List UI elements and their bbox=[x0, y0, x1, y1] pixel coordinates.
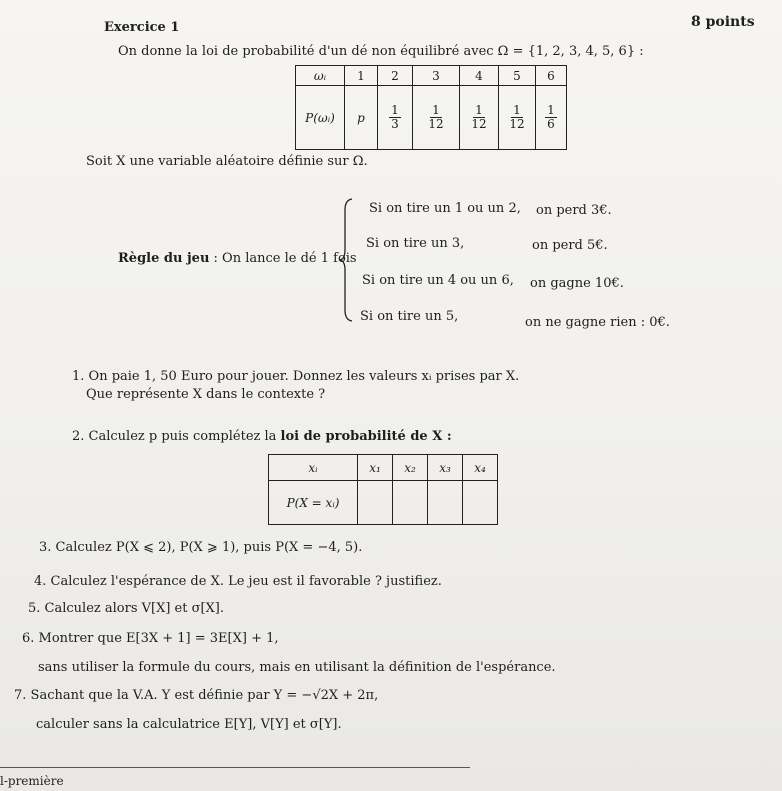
rule-brace bbox=[339, 198, 353, 322]
x-table-empty-cell bbox=[428, 481, 463, 525]
variable-definition: Soit X une variable aléatoire définie sur Ω. bbox=[86, 154, 368, 169]
x-table-cell: x₂ bbox=[393, 455, 428, 481]
prob-table-cell: 2 bbox=[378, 66, 413, 86]
question-2-text: 2. Calculez p puis complétez la bbox=[72, 429, 281, 444]
intro-text: On donne la loi de probabilité d'un dé non équilibré avec Ω = {1, 2, 3, 4, 5, 6} : bbox=[118, 44, 644, 59]
prob-table-header-row bbox=[296, 66, 567, 86]
rule-case-outcome: on gagne 10€. bbox=[530, 276, 624, 291]
question-5: 5. Calculez alors V[X] et σ[X]. bbox=[28, 601, 225, 616]
prob-table-fraction: $\frac{1}{12}$ bbox=[460, 86, 499, 150]
question-2 bbox=[72, 429, 452, 445]
rule-label bbox=[118, 251, 357, 267]
question-1-line-2: Que représente X dans le contexte ? bbox=[86, 387, 326, 402]
exercise-title: Exercice 1 bbox=[104, 20, 180, 35]
x-table-header-label: xᵢ bbox=[269, 455, 358, 481]
prob-table-cell: 6 bbox=[536, 66, 567, 86]
x-table-cell: x₄ bbox=[463, 455, 498, 481]
x-table-empty-cell bbox=[393, 481, 428, 525]
question-7-line-1: 7. Sachant que la V.A. Y est définie par Y = −√2X + 2π, bbox=[14, 688, 379, 703]
prob-table-cell: 3 bbox=[413, 66, 460, 86]
footer-rule bbox=[0, 767, 470, 768]
footer-text: l-première bbox=[0, 774, 64, 788]
prob-table-fraction: $\frac{1}{12}$ bbox=[499, 86, 536, 150]
prob-table-cell: 1 bbox=[345, 66, 378, 86]
x-table-header-row bbox=[269, 455, 498, 481]
prob-table-header-label: ωᵢ bbox=[296, 66, 345, 86]
points-label: 8 points bbox=[691, 14, 755, 30]
question-2-bold: loi de probabilité de X : bbox=[280, 429, 452, 444]
question-3: 3. Calculez P(X ⩽ 2), P(X ⩾ 1), puis P(X = −4, 5). bbox=[39, 540, 363, 555]
x-table-cell: x₃ bbox=[428, 455, 463, 481]
x-law-table bbox=[268, 454, 498, 525]
x-table-empty-cell bbox=[463, 481, 498, 525]
prob-table-cell: 4 bbox=[460, 66, 499, 86]
x-table-value-row bbox=[269, 481, 498, 525]
prob-table-fraction: $\frac{1}{3}$ bbox=[378, 86, 413, 150]
rule-case-outcome: on perd 3€. bbox=[536, 203, 612, 218]
x-table-empty-cell bbox=[358, 481, 393, 525]
rule-case-outcome: on perd 5€. bbox=[532, 238, 608, 253]
question-7-line-2: calculer sans la calculatrice E[Y], V[Y] et σ[Y]. bbox=[36, 717, 342, 732]
prob-table-fraction: $\frac{1}{12}$ bbox=[413, 86, 460, 150]
rule-case-condition: Si on tire un 4 ou un 6, bbox=[362, 273, 514, 288]
rule-case-outcome: on ne gagne rien : 0€. bbox=[525, 315, 670, 330]
rule-case-condition: Si on tire un 3, bbox=[366, 236, 465, 251]
x-table-row-label: P(X = xᵢ) bbox=[269, 481, 358, 525]
prob-table-cell-p: p bbox=[345, 86, 378, 150]
question-1-line-1: 1. On paie 1, 50 Euro pour jouer. Donnez les valeurs xᵢ prises par X. bbox=[72, 369, 520, 384]
probability-table bbox=[295, 65, 567, 150]
rule-label-rest: : On lance le dé 1 fois bbox=[209, 251, 357, 266]
prob-table-cell: 5 bbox=[499, 66, 536, 86]
x-table-cell: x₁ bbox=[358, 455, 393, 481]
prob-table-row-label: P(ωᵢ) bbox=[296, 86, 345, 150]
prob-table-fraction: $\frac{1}{6}$ bbox=[536, 86, 567, 150]
question-4: 4. Calculez l'espérance de X. Le jeu est il favorable ? justifiez. bbox=[34, 574, 442, 589]
rule-case-condition: Si on tire un 1 ou un 2, bbox=[369, 201, 521, 216]
rule-case-condition: Si on tire un 5, bbox=[360, 309, 459, 324]
question-6-line-2: sans utiliser la formule du cours, mais en utilisant la définition de l'espérance. bbox=[38, 660, 556, 675]
prob-table-value-row bbox=[296, 86, 567, 150]
rule-label-bold: Règle du jeu bbox=[118, 251, 210, 266]
question-6-line-1: 6. Montrer que E[3X + 1] = 3E[X] + 1, bbox=[22, 631, 279, 646]
